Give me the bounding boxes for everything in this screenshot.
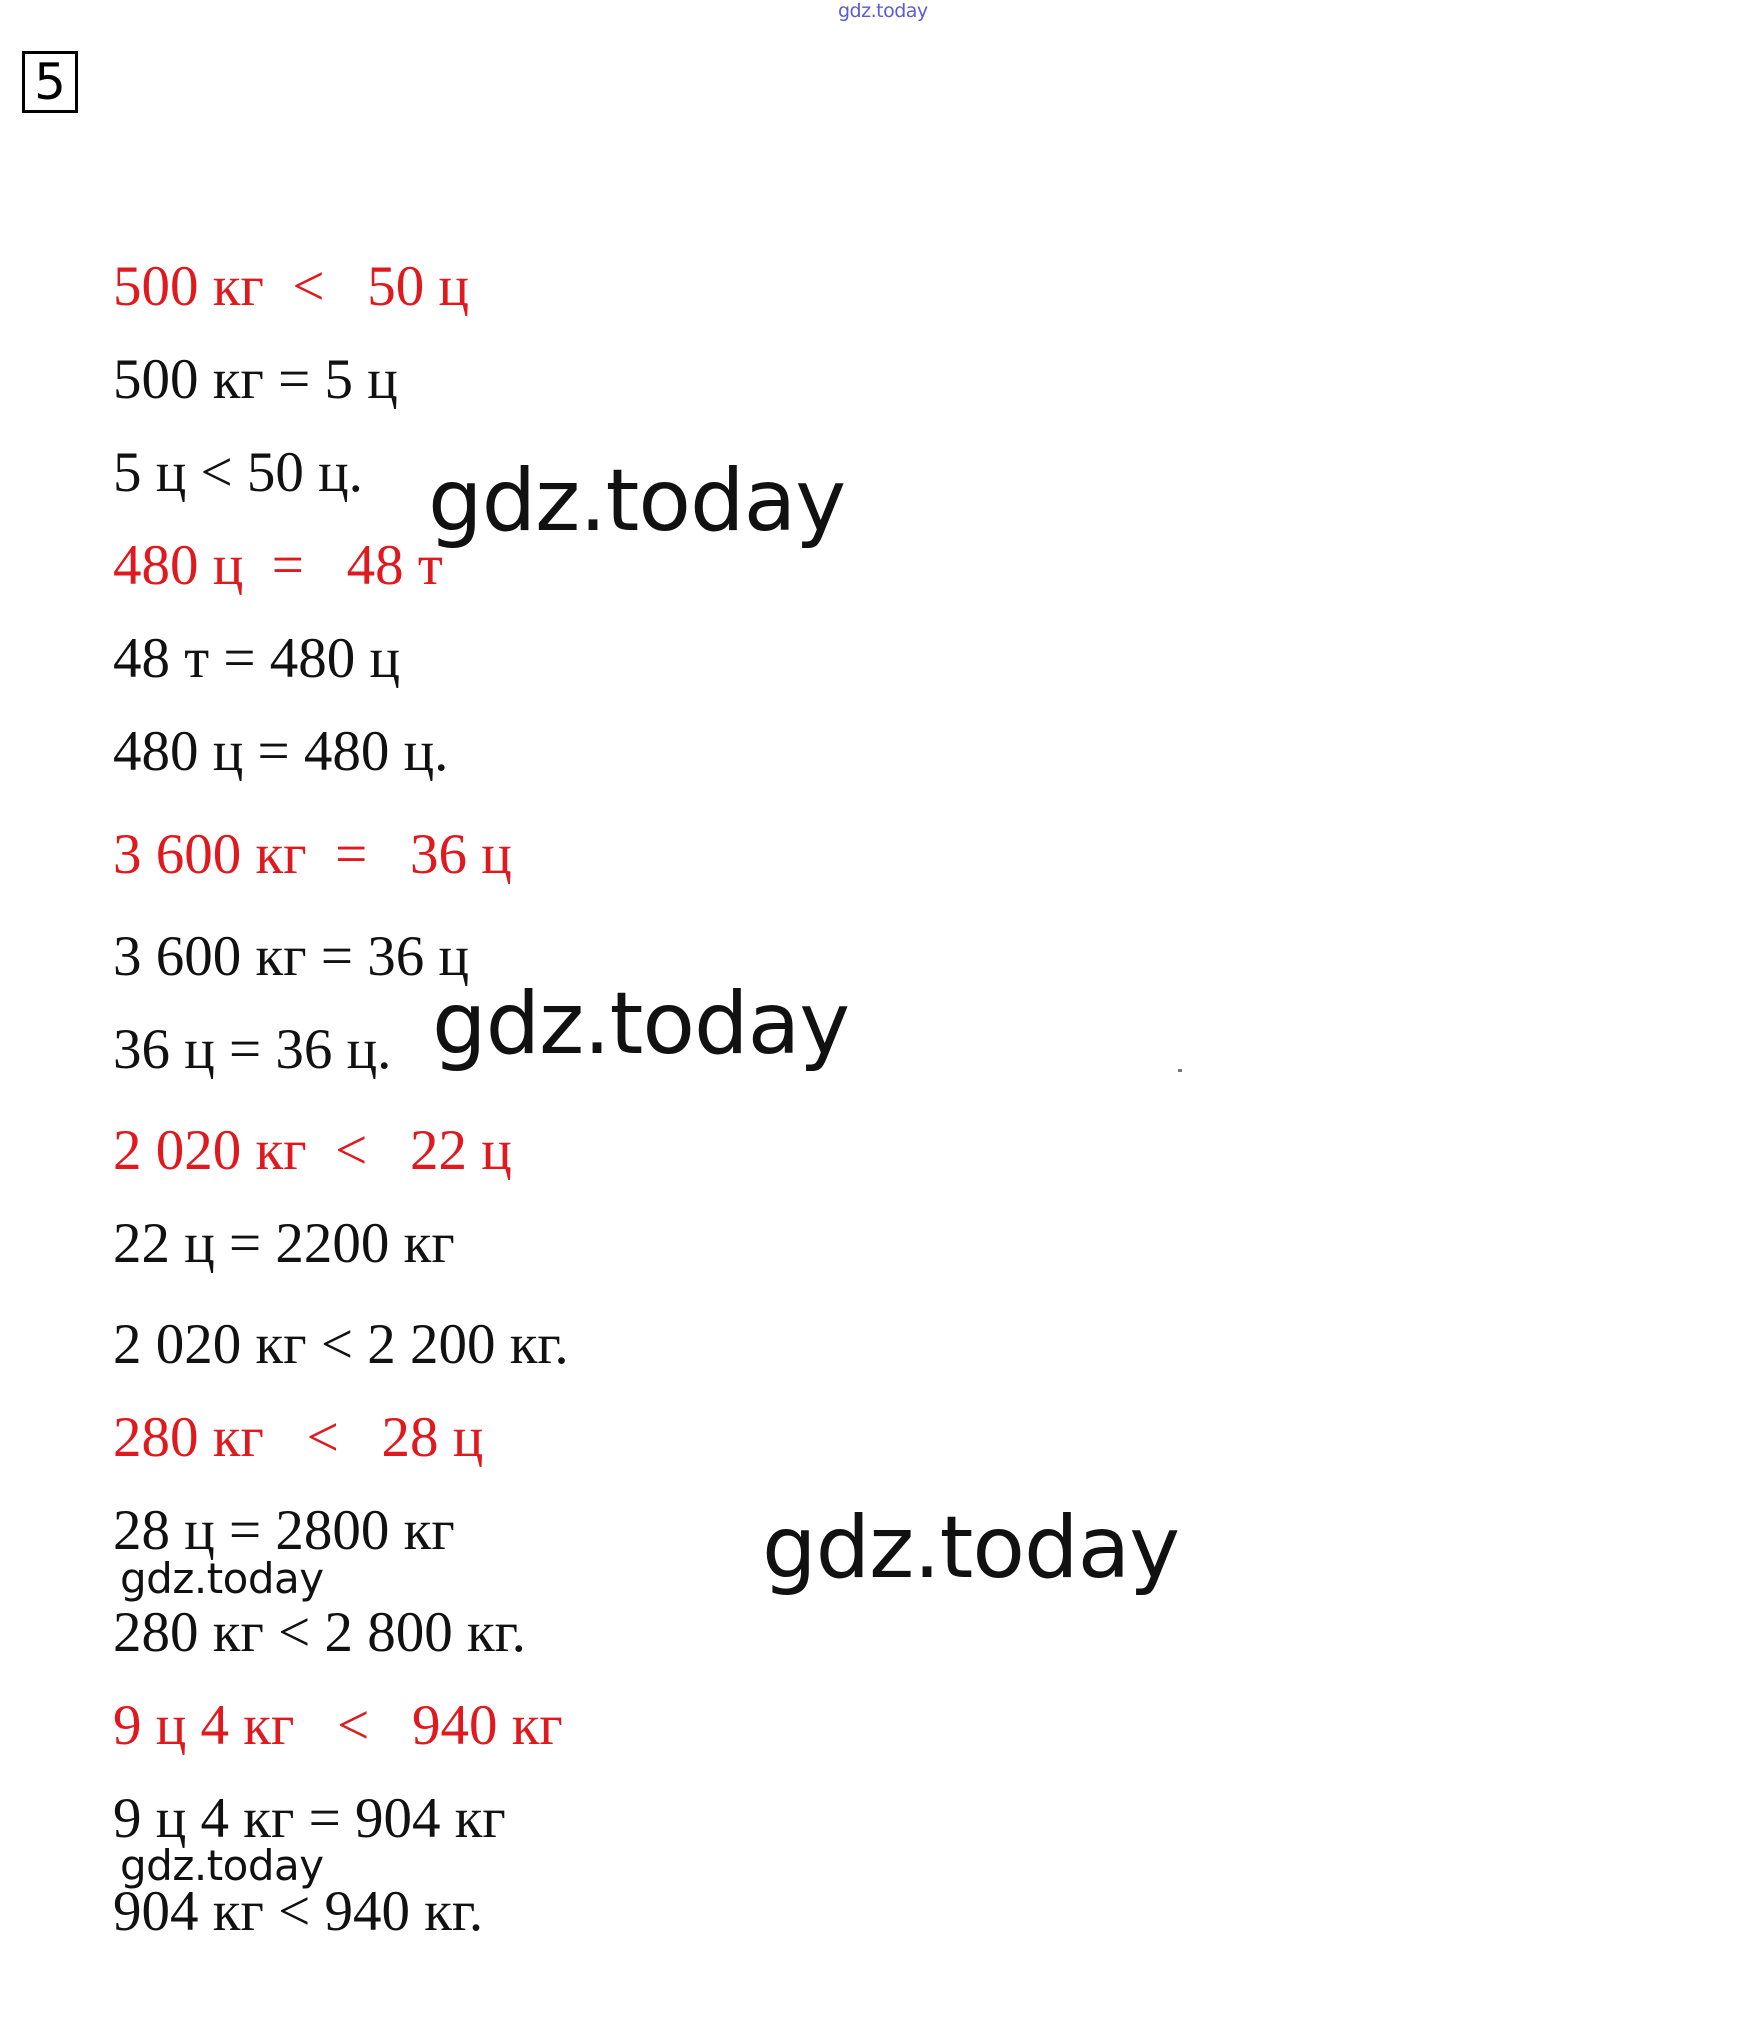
watermark-5: gdz.today	[120, 1841, 324, 1890]
watermark-2: gdz.today	[432, 974, 850, 1074]
solution-line-2b: 480 ц = 480 ц.	[113, 720, 449, 783]
solution-line-6a: 9 ц 4 кг = 904 кг	[113, 1787, 506, 1850]
solution-line-5a: 28 ц = 2800 кг	[113, 1499, 455, 1562]
comparison-line-4: 2 020 кг < 22 ц	[113, 1119, 512, 1182]
solution-line-3b: 36 ц = 36 ц.	[113, 1018, 392, 1081]
solution-line-4a: 22 ц = 2200 кг	[113, 1212, 455, 1275]
solution-line-1a: 500 кг = 5 ц	[113, 348, 398, 411]
solution-line-5b: 280 кг < 2 800 кг.	[113, 1601, 526, 1664]
comparison-line-1: 500 кг < 50 ц	[113, 255, 469, 318]
comparison-line-5: 280 кг < 28 ц	[113, 1406, 484, 1469]
watermark-3: gdz.today	[762, 1498, 1180, 1598]
watermark-1: gdz.today	[428, 451, 846, 551]
solution-line-3a: 3 600 кг = 36 ц	[113, 925, 469, 988]
top-watermark: gdz.today	[838, 0, 928, 22]
solution-line-6b: 904 кг < 940 кг.	[113, 1880, 484, 1943]
comparison-line-2: 480 ц = 48 т	[113, 534, 443, 597]
solution-line-4b: 2 020 кг < 2 200 кг.	[113, 1313, 569, 1376]
solution-line-2a: 48 т = 480 ц	[113, 627, 401, 690]
watermark-4: gdz.today	[120, 1554, 324, 1603]
solution-line-1b: 5 ц < 50 ц.	[113, 441, 363, 504]
comparison-line-6: 9 ц 4 кг < 940 кг	[113, 1694, 563, 1757]
comparison-line-3: 3 600 кг = 36 ц	[113, 823, 512, 886]
task-number-box: 5	[22, 51, 78, 113]
speck-mark	[1178, 1069, 1182, 1072]
